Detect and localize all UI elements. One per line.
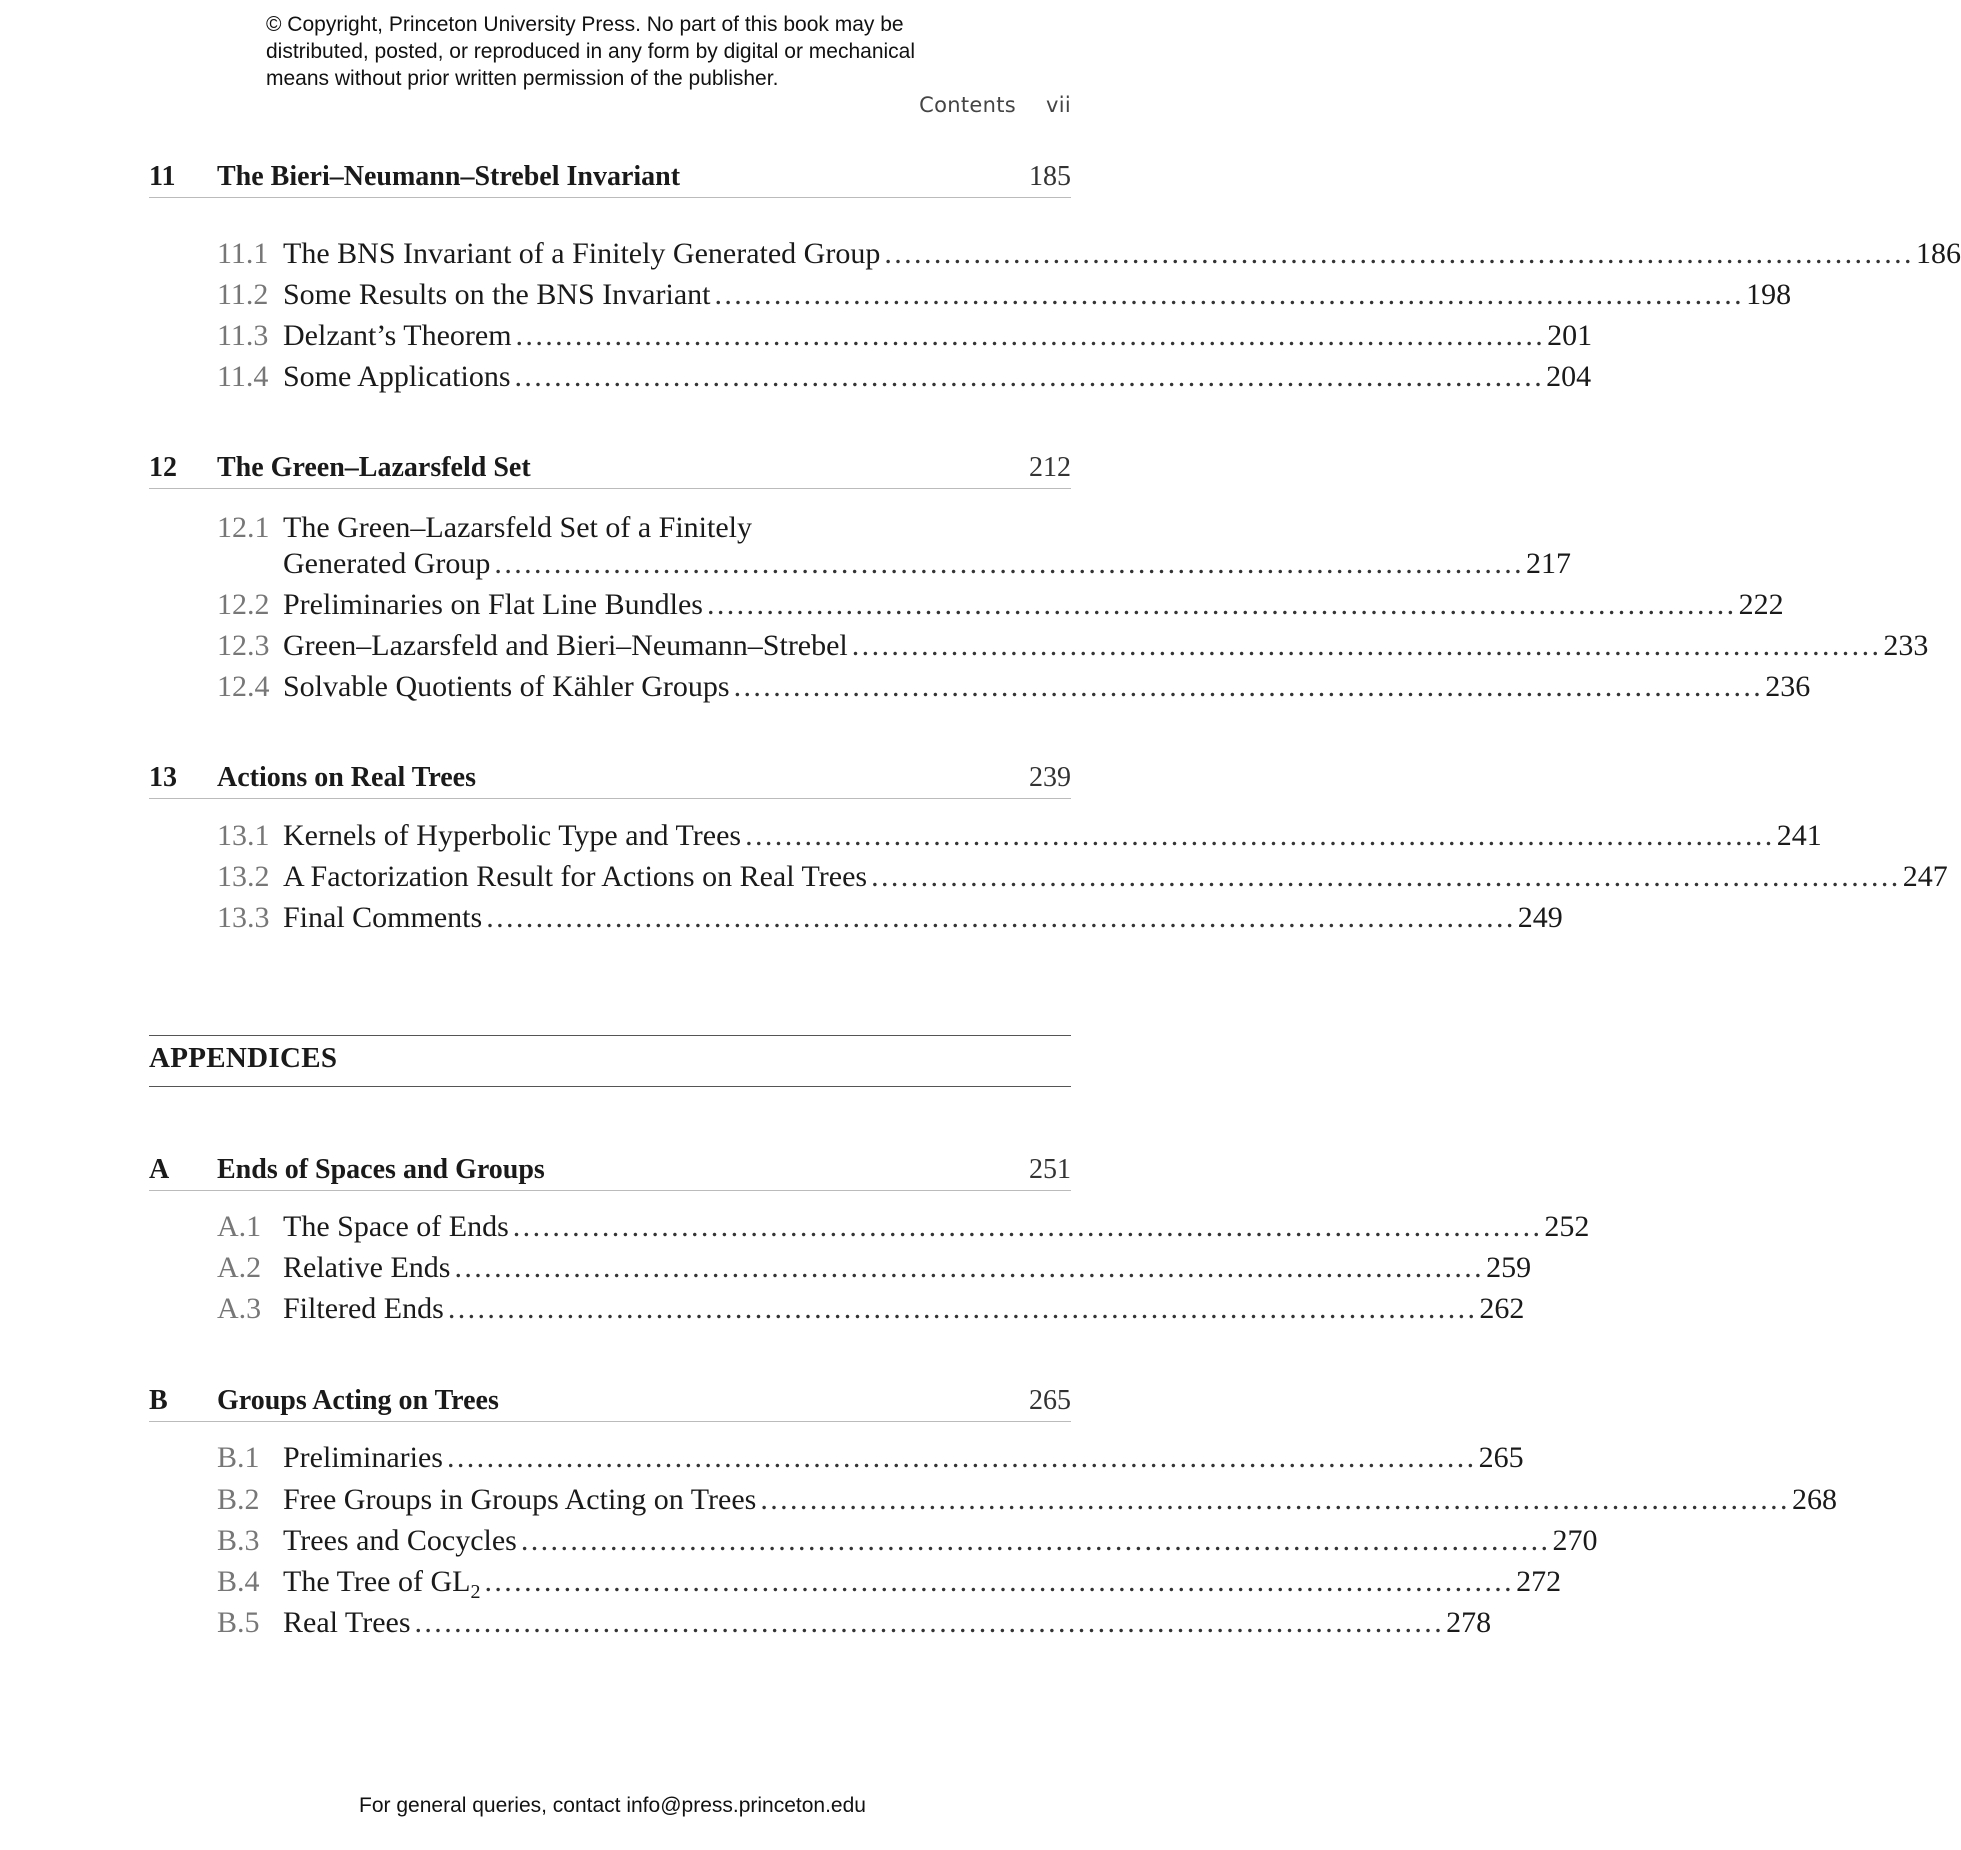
- section-page: 270: [1552, 1524, 1598, 1557]
- toc-entry[interactable]: [217, 816, 1822, 856]
- section-title: Generated Group: [283, 547, 491, 580]
- copyright-notice: [266, 11, 1026, 92]
- section-number: B.4: [217, 1565, 260, 1598]
- section-title-text: The Tree of GL: [283, 1565, 471, 1598]
- section-title: The Space of Ends: [283, 1210, 509, 1243]
- running-head: [919, 93, 1071, 117]
- dot-leader: ........................................................................................................: [446, 1441, 1477, 1474]
- dot-leader: ........................................................................................................: [414, 1606, 1445, 1639]
- chapter-title: Actions on Real Trees: [217, 762, 476, 793]
- appendix-title: Ends of Spaces and Groups: [217, 1154, 545, 1185]
- chapter-number: 12: [149, 452, 177, 483]
- section-number: 13.2: [217, 860, 270, 893]
- chapter-heading: [149, 750, 1071, 799]
- section-page: 186: [1915, 237, 1961, 270]
- section-number: B.5: [217, 1606, 260, 1639]
- section-page: 262: [1479, 1292, 1525, 1325]
- section-number: 11.4: [217, 360, 269, 393]
- section-page: 249: [1517, 901, 1563, 934]
- running-head-page: vii: [1046, 93, 1071, 117]
- section-number: 11.3: [217, 319, 269, 352]
- section-title-line1: The Green–Lazarsfeld Set of a Finitely: [283, 511, 752, 544]
- chapter-number: 13: [149, 762, 177, 793]
- appendix-page: 265: [1029, 1385, 1071, 1416]
- section-number: 11.2: [217, 278, 269, 311]
- chapter-page: 239: [1029, 762, 1071, 793]
- section-number: A.1: [217, 1210, 262, 1243]
- chapter-page: 185: [1029, 161, 1071, 192]
- section-page: 201: [1547, 319, 1593, 352]
- toc-entry[interactable]: [217, 1562, 1562, 1603]
- section-number: B.1: [217, 1441, 260, 1474]
- appendix-title: Groups Acting on Trees: [217, 1385, 499, 1416]
- section-number: 12.4: [217, 670, 270, 703]
- section-page: 272: [1516, 1565, 1562, 1598]
- dot-leader: ........................................................................................................: [714, 278, 1745, 311]
- section-page: 252: [1544, 1210, 1590, 1243]
- dot-leader: ........................................................................................................: [447, 1292, 1478, 1325]
- section-title: Free Groups in Groups Acting on Trees: [283, 1483, 757, 1516]
- dot-leader: ........................................................................................................: [520, 1524, 1551, 1557]
- section-title: Delzant’s Theorem: [283, 319, 512, 352]
- dot-leader: ........................................................................................................: [514, 360, 1545, 393]
- dot-leader: ........................................................................................................: [454, 1251, 1485, 1284]
- chapter-heading: [149, 149, 1071, 198]
- copyright-line: distributed, posted, or reproduced in any form by digital or mechanical: [266, 40, 916, 63]
- section-page: 259: [1486, 1251, 1532, 1284]
- section-number: B.2: [217, 1483, 260, 1516]
- toc-entry[interactable]: [217, 1207, 1590, 1247]
- section-page: 247: [1902, 860, 1948, 893]
- toc-entry[interactable]: [217, 1480, 1837, 1520]
- footer-contact: For general queries, contact info@press.princeton.edu: [359, 1794, 866, 1817]
- copyright-line: © Copyright, Princeton University Press. No part of this book may be: [266, 13, 904, 36]
- toc-entry[interactable]: [217, 1603, 1492, 1643]
- section-title: Solvable Quotients of Kähler Groups: [283, 670, 730, 703]
- dot-leader: ........................................................................................................: [515, 319, 1546, 352]
- section-page: 233: [1883, 629, 1929, 662]
- toc-entry[interactable]: [217, 508, 1572, 584]
- section-page: 265: [1478, 1441, 1524, 1474]
- toc-entry[interactable]: [217, 857, 1948, 897]
- section-number: 13.1: [217, 819, 270, 852]
- dot-leader: ........................................................................................................: [494, 547, 1525, 580]
- dot-leader: ........................................................................................................: [871, 860, 1901, 893]
- running-head-label: Contents: [919, 93, 1016, 117]
- toc-entry[interactable]: [217, 357, 1592, 397]
- section-page: 241: [1776, 819, 1822, 852]
- section-page: 268: [1791, 1483, 1837, 1516]
- dot-leader: ........................................................................................................: [512, 1210, 1543, 1243]
- dot-leader: ........................................................................................................: [884, 237, 1914, 270]
- section-title: Filtered Ends: [283, 1292, 444, 1325]
- section-title: Real Trees: [283, 1606, 411, 1639]
- toc-entry[interactable]: [217, 316, 1593, 356]
- toc-entry[interactable]: [217, 898, 1563, 938]
- section-title: Some Results on the BNS Invariant: [283, 278, 711, 311]
- copyright-line: means without prior written permission of the publisher.: [266, 67, 779, 90]
- dot-leader: ........................................................................................................: [486, 901, 1516, 934]
- section-title: Relative Ends: [283, 1251, 451, 1284]
- chapter-heading: [149, 440, 1071, 489]
- chapter-title: The Green–Lazarsfeld Set: [217, 452, 531, 483]
- dot-leader: ........................................................................................................: [706, 588, 1737, 621]
- appendix-letter: B: [149, 1385, 168, 1416]
- section-number: 13.3: [217, 901, 270, 934]
- dot-leader: ........................................................................................................: [760, 1483, 1790, 1516]
- chapter-title: The Bieri–Neumann–Strebel Invariant: [217, 161, 681, 192]
- section-number: B.3: [217, 1524, 260, 1557]
- toc-entry[interactable]: [217, 667, 1811, 707]
- appendix-letter: A: [149, 1154, 170, 1185]
- section-title: Green–Lazarsfeld and Bieri–Neumann–Strebel: [283, 629, 848, 662]
- section-title: Some Applications: [283, 360, 511, 393]
- section-title: Kernels of Hyperbolic Type and Trees: [283, 819, 742, 852]
- section-page: 222: [1738, 588, 1784, 621]
- appendix-heading: [149, 1142, 1071, 1191]
- toc-entry[interactable]: [217, 1248, 1532, 1288]
- section-title: A Factorization Result for Actions on Real Trees: [283, 860, 868, 893]
- section-number: 12.3: [217, 629, 270, 662]
- toc-entry[interactable]: [217, 585, 1784, 625]
- toc-entry[interactable]: [217, 1289, 1525, 1329]
- chapter-page: 212: [1029, 452, 1071, 483]
- appendices-heading-text: APPENDICES: [149, 1042, 338, 1074]
- section-title: Final Comments: [283, 901, 483, 934]
- section-number: 11.1: [217, 237, 269, 270]
- appendix-heading: [149, 1373, 1071, 1422]
- section-page: 204: [1546, 360, 1592, 393]
- section-number: 12.2: [217, 588, 270, 621]
- appendices-heading: [149, 1035, 1071, 1087]
- toc-entry[interactable]: [217, 234, 1961, 274]
- dot-leader: ........................................................................................................: [484, 1565, 1515, 1598]
- toc-entry[interactable]: [217, 1438, 1524, 1478]
- dot-leader: ........................................................................................................: [851, 629, 1882, 662]
- dot-leader: ........................................................................................................: [745, 819, 1775, 852]
- section-number: A.3: [217, 1292, 262, 1325]
- toc-entry[interactable]: [217, 275, 1792, 315]
- dot-leader: ........................................................................................................: [733, 670, 1764, 703]
- section-title: Preliminaries on Flat Line Bundles: [283, 588, 703, 621]
- section-title: The BNS Invariant of a Finitely Generated Group: [283, 237, 881, 270]
- section-page: 198: [1746, 278, 1792, 311]
- section-number: A.2: [217, 1251, 262, 1284]
- section-number: 12.1: [217, 511, 270, 544]
- toc-entry[interactable]: [217, 1521, 1598, 1561]
- section-title: Preliminaries: [283, 1441, 443, 1474]
- toc-entry[interactable]: [217, 626, 1929, 666]
- section-page: 217: [1526, 547, 1572, 580]
- section-page: 278: [1446, 1606, 1492, 1639]
- section-title-subscript: 2: [470, 1581, 481, 1603]
- section-page: 236: [1765, 670, 1811, 703]
- appendix-page: 251: [1029, 1154, 1071, 1185]
- section-title: Trees and Cocycles: [283, 1524, 517, 1557]
- chapter-number: 11: [149, 161, 176, 192]
